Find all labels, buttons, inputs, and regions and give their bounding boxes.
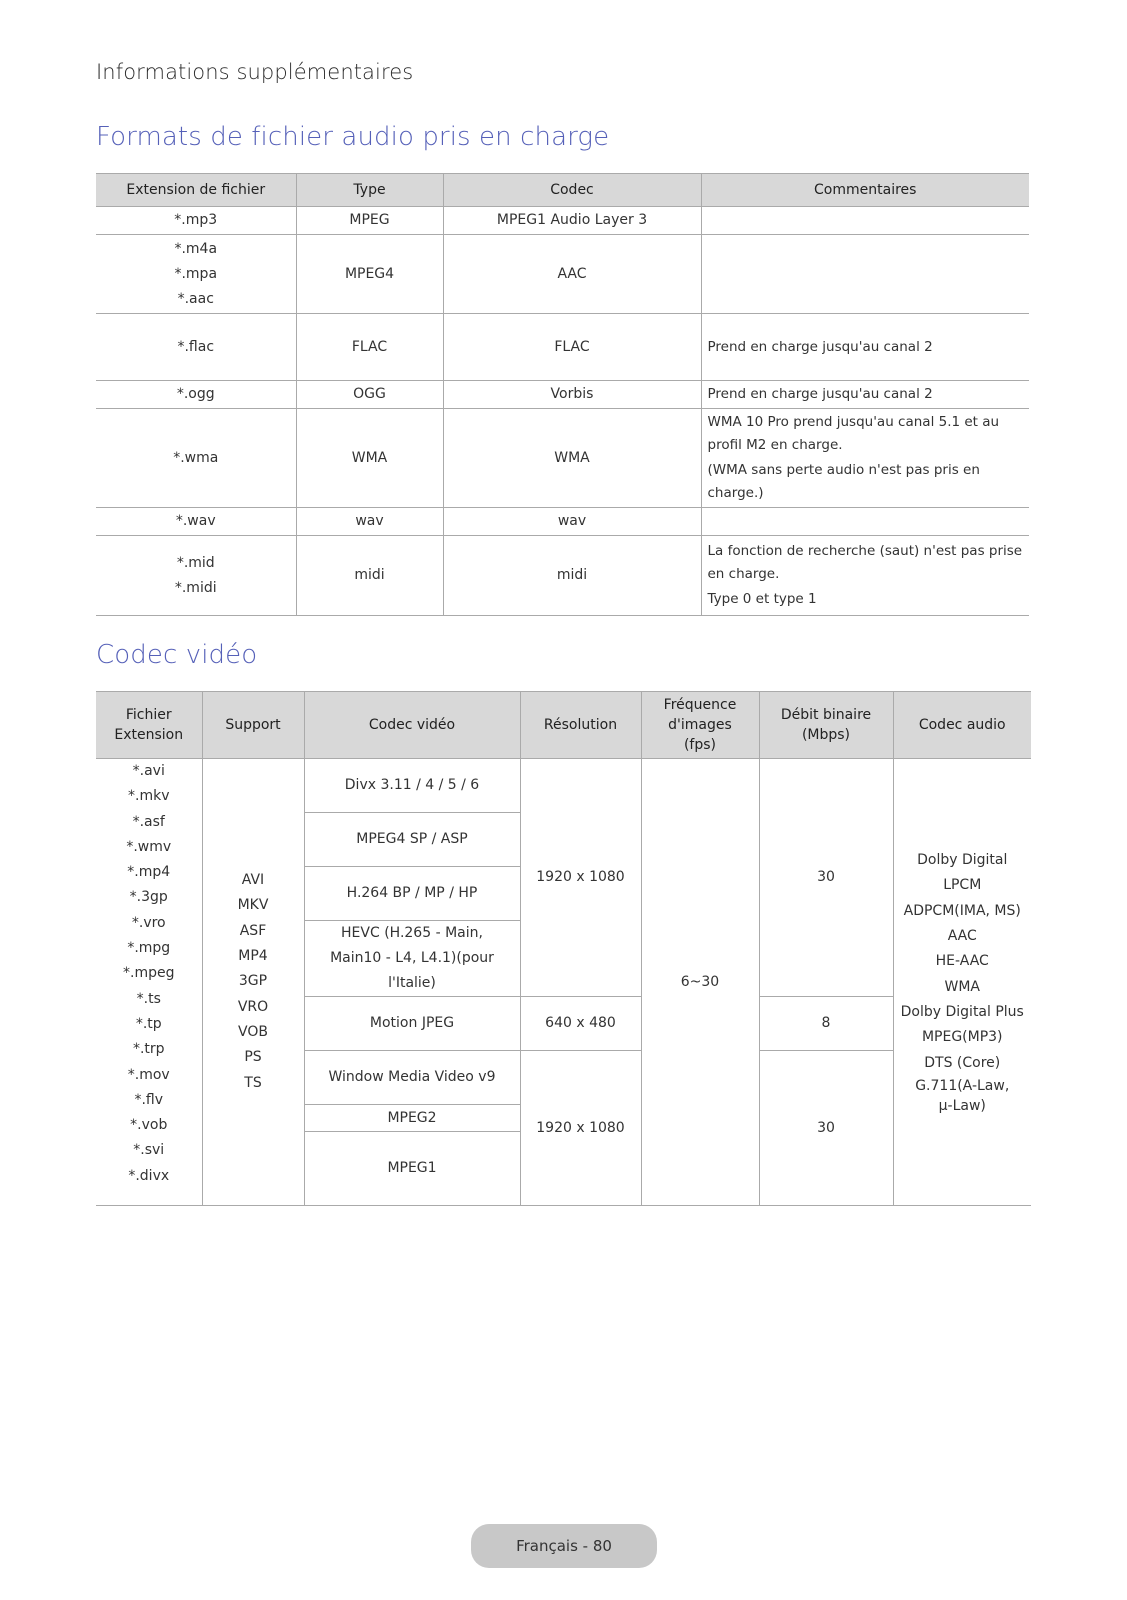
- codec-cell: Vorbis: [443, 381, 701, 409]
- table-header-row: [96, 174, 1029, 207]
- header-line: Fichier: [125, 707, 172, 723]
- codec-cell: wav: [443, 508, 701, 536]
- type-cell: wav: [296, 508, 443, 536]
- comment-text: La fonction de recherche (saut) n'est pas prise en charge.: [707, 543, 1023, 582]
- support-item: VRO: [237, 998, 269, 1015]
- resolution-cell: 1920 x 1080: [520, 759, 641, 997]
- audio-formats-title: Formats de fichier audio pris en charge: [96, 122, 610, 152]
- extension-cell: [96, 235, 296, 314]
- extension-item: *.mpg: [127, 940, 171, 957]
- extension-item: *.wmv: [126, 838, 172, 855]
- extension-cell: *.flac: [96, 314, 296, 381]
- bitrate-cell: 30: [759, 759, 893, 997]
- bitrate-cell: 30: [759, 1051, 893, 1206]
- section-header: Informations supplémentaires: [96, 60, 414, 84]
- column-header-bitrate: [759, 692, 893, 759]
- extension-item: *.svi: [133, 1142, 165, 1159]
- extension-item: *.asf: [132, 813, 165, 830]
- page-number-badge: Français - 80: [471, 1524, 657, 1568]
- comment-text: Prend en charge jusqu'au canal 2: [707, 386, 933, 402]
- extension-cell: *.wma: [96, 409, 296, 508]
- video-codec-cell: Motion JPEG: [304, 997, 520, 1051]
- support-item: AVI: [241, 872, 265, 889]
- header-line: Fréquence: [663, 697, 737, 713]
- audio-codec-item: μ-Law): [938, 1097, 986, 1114]
- comment-cell: [701, 536, 1029, 616]
- comment-cell: [701, 508, 1029, 536]
- header-line: d'images: [668, 717, 732, 733]
- table-row: [96, 536, 1029, 616]
- extension-item: *.divx: [128, 1167, 170, 1184]
- extension-item: *.avi: [132, 763, 165, 779]
- video-codec-cell: [304, 921, 520, 997]
- extensions-cell: [96, 759, 202, 1206]
- audio-codec-item: DTS (Core): [924, 1054, 1001, 1071]
- column-header-file-extension: [96, 692, 202, 759]
- support-item: ASF: [239, 922, 267, 939]
- audio-codec-item: G.711(A-Law,: [915, 1077, 1010, 1094]
- codec-cell: midi: [443, 536, 701, 616]
- audio-codec-item: LPCM: [943, 877, 982, 894]
- comment-text: Prend en charge jusqu'au canal 2: [707, 338, 933, 355]
- extension-item: *.midi: [174, 579, 217, 596]
- audio-codec-item: WMA: [944, 978, 980, 995]
- support-item: VOB: [238, 1023, 268, 1040]
- video-codec-title: Codec vidéo: [96, 640, 258, 670]
- codec-line: Main10 - L4, L4.1)(pour l'Italie): [330, 950, 494, 991]
- type-cell: FLAC: [296, 314, 443, 381]
- header-line: Débit binaire: [780, 707, 872, 723]
- column-header-video-codec: Codec vidéo: [304, 692, 520, 759]
- header-line: Extension: [114, 727, 184, 743]
- column-header-fps: [641, 692, 759, 759]
- extension-cell: *.wav: [96, 508, 296, 536]
- extension-item: *.vro: [131, 914, 166, 931]
- video-codec-table: [96, 691, 1031, 1206]
- comment-cell: [701, 207, 1029, 235]
- comment-cell: [701, 314, 1029, 381]
- video-codec-cell: Window Media Video v9: [304, 1051, 520, 1105]
- table-row: [96, 381, 1029, 409]
- extension-cell: *.ogg: [96, 381, 296, 409]
- column-header: Commentaires: [701, 174, 1029, 207]
- resolution-cell: 1920 x 1080: [520, 1051, 641, 1206]
- header-line: (fps): [683, 737, 717, 753]
- resolution-cell: 640 x 480: [520, 997, 641, 1051]
- column-header-resolution: Résolution: [520, 692, 641, 759]
- video-codec-cell: MPEG4 SP / ASP: [304, 813, 520, 867]
- column-header-support: Support: [202, 692, 304, 759]
- codec-cell: WMA: [443, 409, 701, 508]
- extension-item: *.mkv: [128, 788, 170, 805]
- audio-codec-item: HE-AAC: [935, 953, 989, 970]
- extension-item: *.ts: [136, 990, 161, 1007]
- video-codec-cell: MPEG2: [304, 1105, 520, 1132]
- column-header: Codec: [443, 174, 701, 207]
- support-item: MKV: [237, 897, 269, 914]
- type-cell: WMA: [296, 409, 443, 508]
- extension-item: *.mov: [127, 1066, 170, 1083]
- extension-item: *.m4a: [174, 240, 218, 257]
- type-cell: MPEG: [296, 207, 443, 235]
- table-row: [96, 508, 1029, 536]
- extension-item: *.mpeg: [123, 965, 175, 982]
- type-cell: midi: [296, 536, 443, 616]
- audio-codec-item: ADPCM(IMA, MS): [903, 902, 1021, 919]
- supports-cell: [202, 759, 304, 1206]
- type-cell: OGG: [296, 381, 443, 409]
- extension-item: *.flv: [134, 1091, 164, 1108]
- table-row: [96, 235, 1029, 314]
- table-row: [96, 207, 1029, 235]
- extension-item: *.aac: [177, 290, 214, 307]
- column-header: Type: [296, 174, 443, 207]
- codec-cell: MPEG1 Audio Layer 3: [443, 207, 701, 235]
- extension-item: *.mid: [176, 554, 215, 571]
- extension-item: *.mpa: [174, 265, 218, 282]
- table-row: [96, 759, 1031, 813]
- table-header-row: [96, 692, 1031, 759]
- table-row: [96, 409, 1029, 508]
- audio-codecs-cell: [893, 759, 1031, 1206]
- support-item: 3GP: [238, 973, 268, 990]
- type-cell: MPEG4: [296, 235, 443, 314]
- video-codec-cell: H.264 BP / MP / HP: [304, 867, 520, 921]
- bitrate-cell: 8: [759, 997, 893, 1051]
- audio-codec-item: Dolby Digital Plus: [900, 1003, 1024, 1020]
- column-header: Extension de fichier: [96, 174, 296, 207]
- support-item: TS: [244, 1074, 262, 1091]
- extension-item: *.mp4: [127, 864, 171, 881]
- support-item: PS: [244, 1049, 262, 1066]
- fps-cell: 6~30: [641, 759, 759, 1206]
- comment-text: WMA 10 Pro prend jusqu'au canal 5.1 et au profil M2 en charge.: [707, 414, 1000, 453]
- codec-line: HEVC (H.265 - Main,: [341, 925, 483, 941]
- comment-cell: [701, 409, 1029, 508]
- header-line: (Mbps): [801, 727, 851, 743]
- comment-cell: [701, 235, 1029, 314]
- table-row: [96, 314, 1029, 381]
- audio-codec-item: Dolby Digital: [917, 852, 1008, 869]
- extension-item: *.tp: [135, 1015, 162, 1032]
- extension-cell: [96, 536, 296, 616]
- extension-item: *.3gp: [129, 889, 168, 906]
- comment-text: (WMA sans perte audio n'est pas pris en charge.): [707, 462, 980, 501]
- audio-formats-table: [96, 173, 1029, 616]
- column-header-audio-codec: Codec audio: [893, 692, 1031, 759]
- video-codec-cell: MPEG1: [304, 1132, 520, 1206]
- comment-cell: [701, 381, 1029, 409]
- audio-codec-item: MPEG(MP3): [921, 1029, 1003, 1046]
- codec-cell: FLAC: [443, 314, 701, 381]
- support-item: MP4: [238, 948, 268, 965]
- video-codec-cell: Divx 3.11 / 4 / 5 / 6: [304, 759, 520, 813]
- comment-text: Type 0 et type 1: [707, 591, 817, 607]
- extension-cell: *.mp3: [96, 207, 296, 235]
- audio-codec-item: AAC: [947, 928, 977, 945]
- extension-item: *.vob: [130, 1117, 168, 1134]
- codec-cell: AAC: [443, 235, 701, 314]
- extension-item: *.trp: [132, 1041, 165, 1058]
